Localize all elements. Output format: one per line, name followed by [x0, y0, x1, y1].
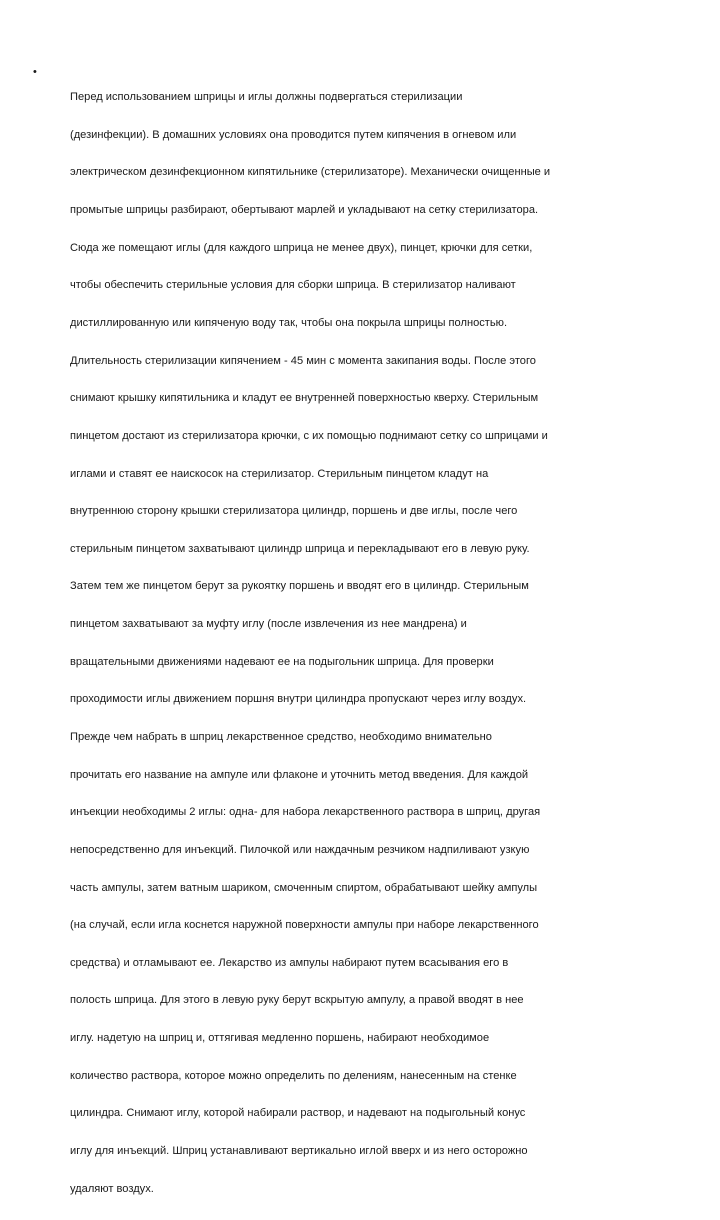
- text-line: прочитать его название на ампуле или флаконе и уточнить метод введения. Для каждой: [70, 768, 529, 781]
- text-line: цилиндра. Снимают иглу, которой набирали раствор, и надевают на подыгольный конус: [70, 1107, 526, 1120]
- text-line: стерильным пинцетом захватывают цилиндр шприца и перекладывают его в левую руку.: [70, 542, 530, 555]
- text-line: (на случай, если игла коснется наружной поверхности ампулы при наборе лекарственного: [70, 919, 539, 932]
- text-line: внутреннюю сторону крышки стерилизатора цилиндр, поршень и две иглы, после чего: [70, 505, 518, 518]
- text-line: Прежде чем набрать в шприц лекарственное средство, необходимо внимательно: [70, 730, 492, 743]
- text-line: удаляют воздух.: [70, 1182, 154, 1195]
- text-line: часть ампулы, затем ватным шариком, смоченным спиртом, обрабатывают шейку ампулы: [70, 881, 538, 894]
- text-line: вращательными движениями надевают ее на подыгольник шприца. Для проверки: [70, 655, 494, 668]
- text-line: чтобы обеспечить стерильные условия для сборки шприца. В стерилизатор наливают: [70, 279, 516, 292]
- text-line: непосредственно для инъекций. Пилочкой или наждачным резчиком надпиливают узкую: [70, 843, 530, 856]
- text-line: Длительность стерилизации кипячением - 45 мин с момента закипания воды. После этого: [70, 354, 536, 367]
- text-line: электрическом дезинфекционном кипятильнике (стерилизаторе). Механически очищенные и: [70, 166, 551, 179]
- body-text: [70, 66, 684, 1220]
- text-line: снимают крышку кипятильника и кладут ее внутренней поверхностью кверху. Стерильным: [70, 392, 539, 405]
- text-line: пинцетом достают из стерилизатора крючки, с их помощью поднимают сетку со шприцами и: [70, 429, 548, 442]
- text-line: Сюда же помещают иглы (для каждого шприца не менее двух), пинцет, крючки для сетки,: [70, 241, 533, 254]
- text-line: иглами и ставят ее наискосок на стерилизатор. Стерильным пинцетом кладут на: [70, 467, 489, 480]
- text-line: средства) и отламывают ее. Лекарство из ампулы набирают путем всасывания его в: [70, 956, 509, 969]
- text-line: (дезинфекции). В домашних условиях она проводится путем кипячения в огневом или: [70, 128, 517, 141]
- text-line: пинцетом захватывают за муфту иглу (после извлечения из нее мандрена) и: [70, 618, 467, 631]
- text-line: дистиллированную или кипяченую воду так, чтобы она покрыла шприцы полностью.: [70, 316, 508, 329]
- text-line: иглу для инъекций. Шприц устанавливают вертикально иглой вверх и из него осторожно: [70, 1145, 528, 1158]
- text-line: промытые шприцы разбирают, обертывают марлей и укладывают на сетку стерилизатора.: [70, 204, 539, 217]
- text-line: иглу. надетую на шприц и, оттягивая медленно поршень, набирают необходимое: [70, 1032, 490, 1045]
- text-line: Затем тем же пинцетом берут за рукоятку поршень и вводят его в цилиндр. Стерильным: [70, 580, 529, 593]
- text-line: проходимости иглы движением поршня внутри цилиндра пропускают через иглу воздух.: [70, 693, 527, 706]
- text-line: Перед использованием шприцы и иглы должны подвергаться стерилизации: [70, 91, 463, 104]
- text-line: количество раствора, которое можно определить по делениям, нанесенным на стенке: [70, 1069, 517, 1082]
- bullet-marker: •: [33, 66, 37, 78]
- text-line: инъекции необходимы 2 иглы: одна- для набора лекарственного раствора в шприц, другая: [70, 806, 541, 819]
- text-line: полость шприца. Для этого в левую руку берут вскрытую ампулу, а правой вводят в нее: [70, 994, 524, 1007]
